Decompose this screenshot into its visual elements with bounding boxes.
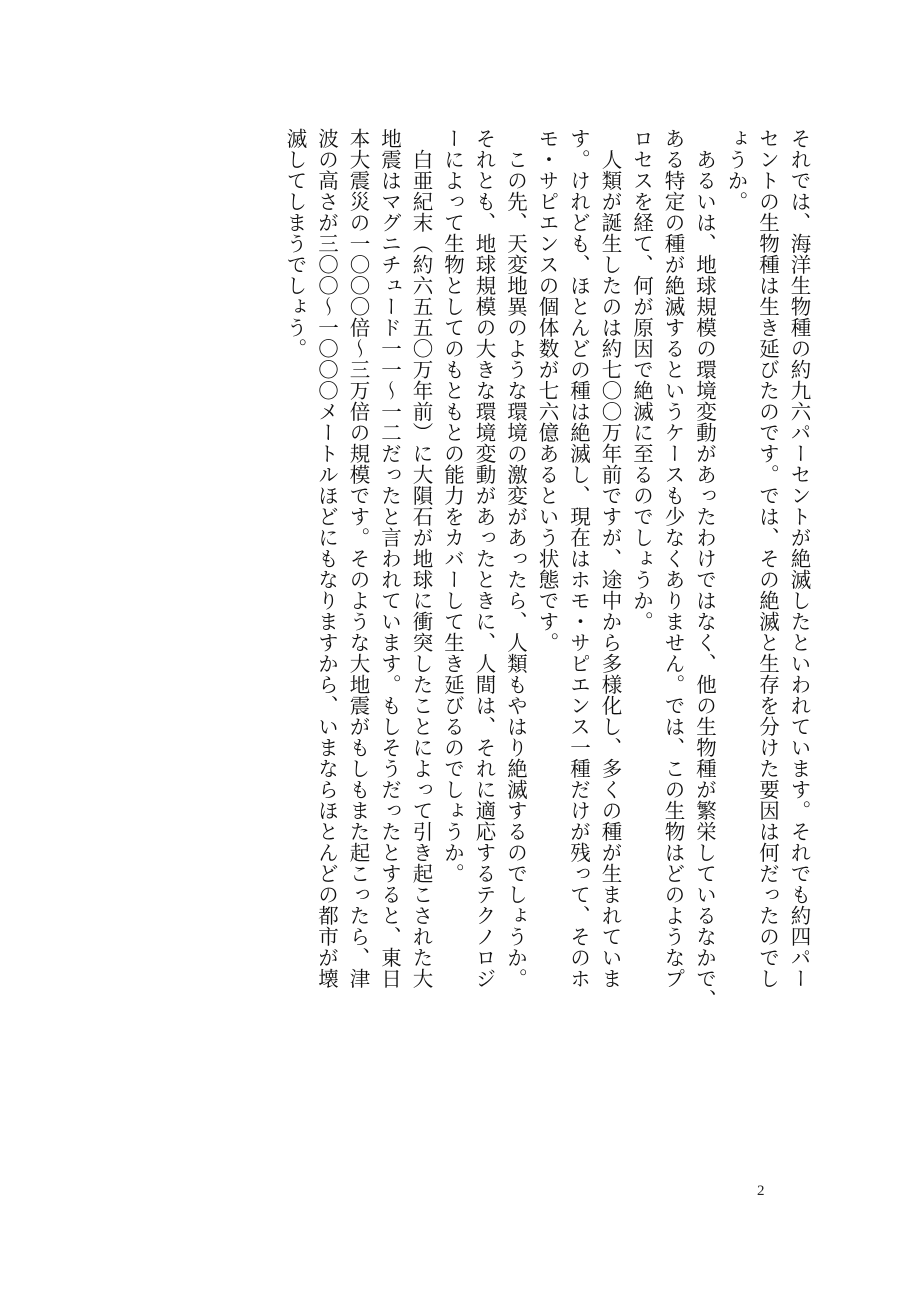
text-line: ーによって生物としてのもともとの能力をカバーして生き延びるのでしょうか。 <box>440 128 465 884</box>
text-line: この先、天変地異のような環境の激変があったら、人類もやはり絶滅するのでしょうか。 <box>503 128 528 989</box>
text-line: ロセスを経て、何が原因で絶滅に至るのでしょうか。 <box>629 128 654 632</box>
text-line: セントの生物種は生き延びたのです。では、その絶滅と生存を分けた要因は何だったのでし <box>755 128 780 989</box>
text-line: それとも、地球規模の大きな環境変動があったときに、人間は、それに適応するテクノロジ <box>472 128 496 989</box>
text-line: ある特定の種が絶滅するというケースも少なくありません。では、この生物はどのようなプ <box>661 128 685 989</box>
text-line: 波の高さが三〇〇～一〇〇〇メートルほどにもなりますから、いまならほとんどの都市が壊 <box>314 128 339 989</box>
body-text <box>94 128 814 1138</box>
text-line: 本大震災の一〇〇〇倍～三万倍の規模です。そのような大地震がもしもまた起こったら、津 <box>346 128 370 989</box>
text-line: それでは、海洋生物種の約九六パーセントが絶滅したといわれています。それでも約四パー <box>787 128 811 989</box>
text-line: 人類が誕生したのは約七〇〇万年前ですが、途中から多様化し、多くの種が生まれていま <box>598 128 622 989</box>
text-line: 地震はマグニチュード一一～一二だったと言われています。もしそうだったとすると、東日 <box>377 128 402 989</box>
page-number: 2 <box>757 1183 765 1199</box>
text-line: す。けれども、ほとんどの種は絶滅し、現在はホモ・サピエンス一種だけが残って、そのホ <box>566 128 591 989</box>
text-line: 滅してしまうでしょう。 <box>283 128 307 359</box>
text-line: あるいは、地球規模の環境変動があったわけではなく、他の生物種が繁栄しているなかで、 <box>692 128 717 1010</box>
text-line: 白亜紀末（約六五五〇万年前）に大隕石が地球に衝突したことによって引き起こされた大 <box>409 128 433 989</box>
text-line: モ・サピエンスの個体数が七六億あるという状態です。 <box>535 128 559 653</box>
text-line: ょうか。 <box>724 128 748 212</box>
